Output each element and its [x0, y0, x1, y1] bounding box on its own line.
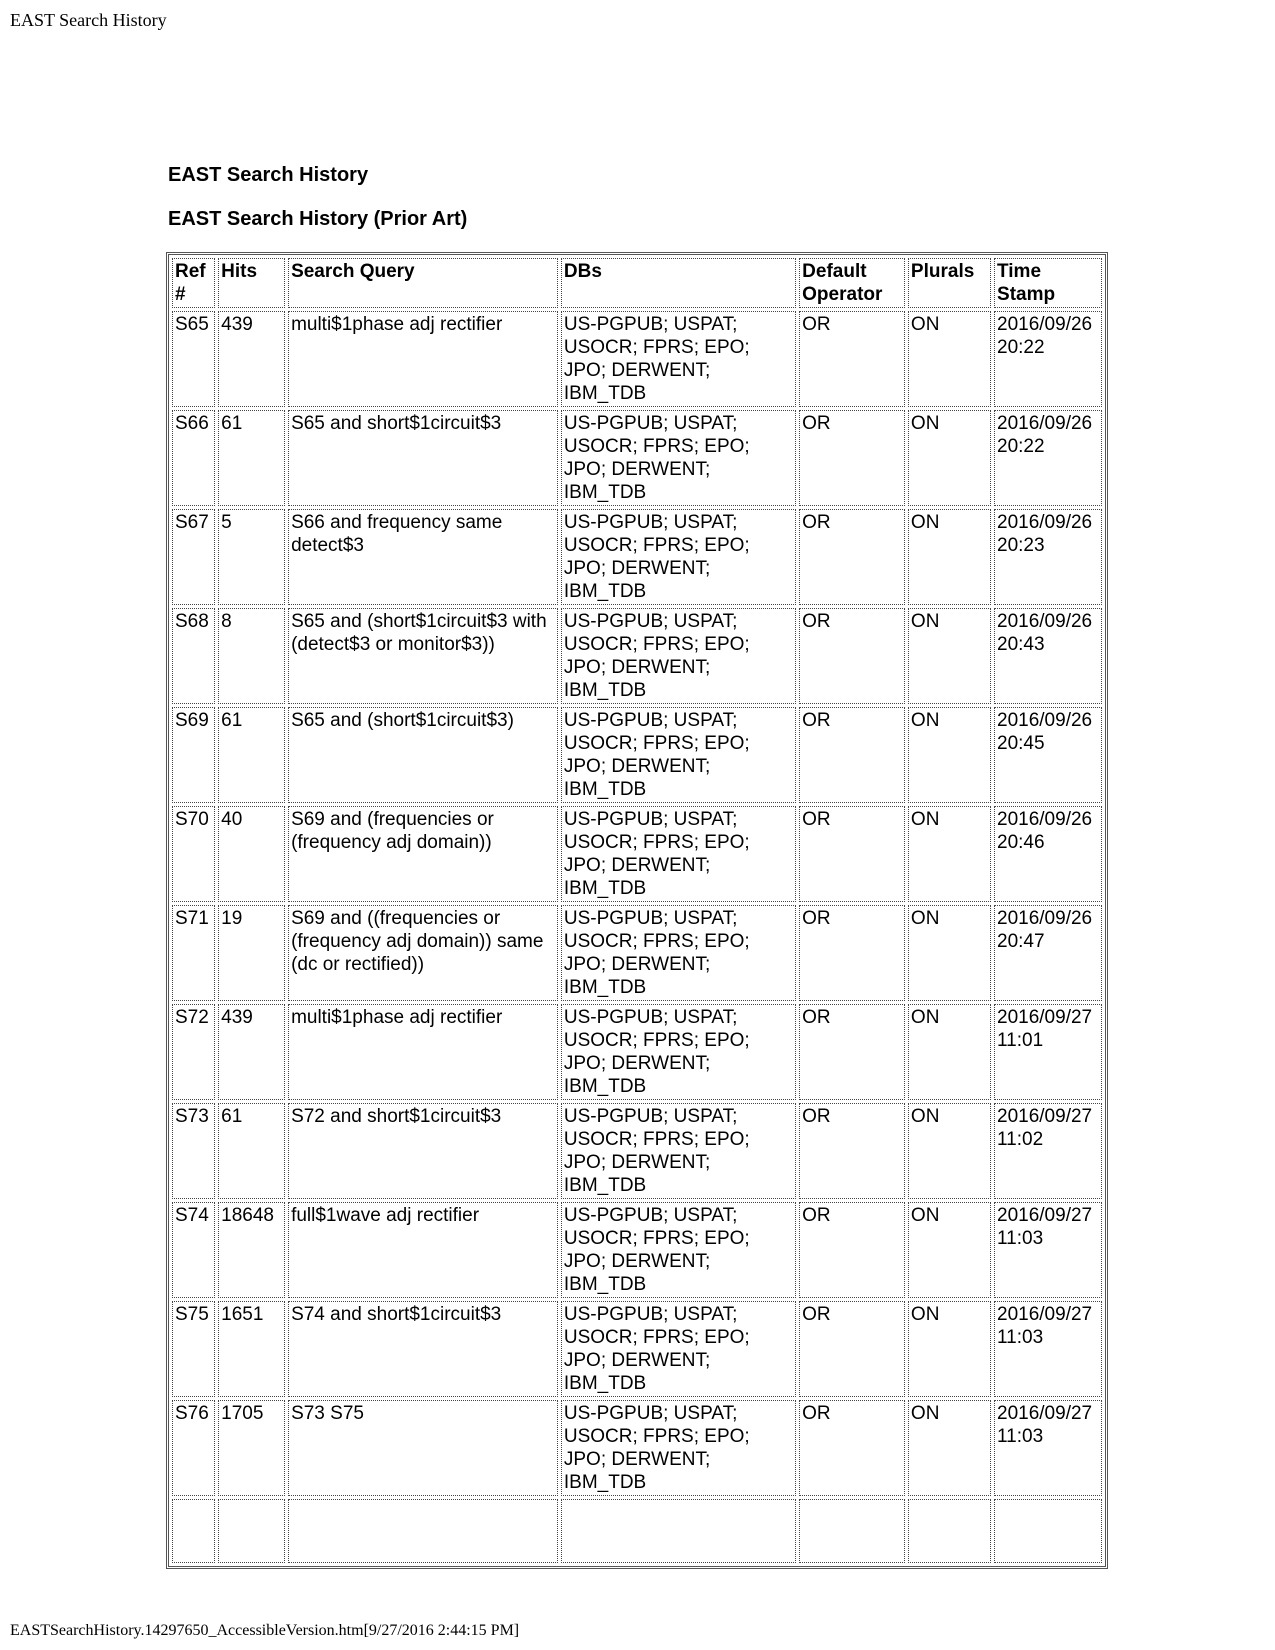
cell-operator: OR	[799, 608, 905, 704]
cell-query: full$1wave adj rectifier	[288, 1202, 558, 1298]
cell-operator: OR	[799, 509, 905, 605]
cell-ref: S65	[172, 311, 215, 407]
cell-operator: OR	[799, 806, 905, 902]
cell-plurals: ON	[908, 707, 991, 803]
cell-query: S66 and frequency same detect$3	[288, 509, 558, 605]
cell-dbs: US-PGPUB; USPAT; USOCR; FPRS; EPO; JPO; DERWENT; IBM_TDB	[561, 608, 796, 704]
cell-timestamp: 2016/09/26 20:43	[994, 608, 1102, 704]
cell-query: S72 and short$1circuit$3	[288, 1103, 558, 1199]
cell-timestamp: 2016/09/27 11:03	[994, 1301, 1102, 1397]
cell-plurals: ON	[908, 311, 991, 407]
cell-operator: OR	[799, 311, 905, 407]
cell-ref: S76	[172, 1400, 215, 1496]
cell-dbs: US-PGPUB; USPAT; USOCR; FPRS; EPO; JPO; DERWENT; IBM_TDB	[561, 905, 796, 1001]
cell-dbs: US-PGPUB; USPAT; USOCR; FPRS; EPO; JPO; DERWENT; IBM_TDB	[561, 1400, 796, 1496]
cell-ref: S66	[172, 410, 215, 506]
cell-operator: OR	[799, 707, 905, 803]
table-row-continuation	[172, 1499, 1102, 1563]
cell-plurals: ON	[908, 509, 991, 605]
cell-plurals: ON	[908, 1400, 991, 1496]
header-row	[172, 258, 1102, 308]
empty-cell	[218, 1499, 285, 1563]
cell-hits: 439	[218, 311, 285, 407]
col-header-dbs: DBs	[561, 258, 796, 308]
table-row	[172, 1202, 1102, 1298]
table-body	[172, 311, 1102, 1563]
cell-query: multi$1phase adj rectifier	[288, 1004, 558, 1100]
cell-plurals: ON	[908, 608, 991, 704]
cell-dbs: US-PGPUB; USPAT; USOCR; FPRS; EPO; JPO; DERWENT; IBM_TDB	[561, 707, 796, 803]
cell-ref: S72	[172, 1004, 215, 1100]
cell-hits: 5	[218, 509, 285, 605]
cell-ref: S70	[172, 806, 215, 902]
cell-operator: OR	[799, 905, 905, 1001]
cell-operator: OR	[799, 1103, 905, 1199]
empty-cell	[288, 1499, 558, 1563]
cell-timestamp: 2016/09/27 11:02	[994, 1103, 1102, 1199]
cell-timestamp: 2016/09/27 11:03	[994, 1400, 1102, 1496]
cell-query: multi$1phase adj rectifier	[288, 311, 558, 407]
cell-timestamp: 2016/09/26 20:22	[994, 311, 1102, 407]
table-row	[172, 311, 1102, 407]
cell-operator: OR	[799, 1202, 905, 1298]
empty-cell	[994, 1499, 1102, 1563]
cell-ref: S69	[172, 707, 215, 803]
cell-operator: OR	[799, 1400, 905, 1496]
cell-query: S69 and (frequencies or (frequency adj domain))	[288, 806, 558, 902]
cell-query: S73 S75	[288, 1400, 558, 1496]
cell-plurals: ON	[908, 1103, 991, 1199]
table-row	[172, 806, 1102, 902]
cell-hits: 19	[218, 905, 285, 1001]
cell-ref: S67	[172, 509, 215, 605]
cell-timestamp: 2016/09/26 20:45	[994, 707, 1102, 803]
table-row	[172, 1301, 1102, 1397]
cell-timestamp: 2016/09/27 11:01	[994, 1004, 1102, 1100]
cell-plurals: ON	[908, 806, 991, 902]
col-header-ref: Ref #	[172, 258, 215, 308]
cell-timestamp: 2016/09/26 20:22	[994, 410, 1102, 506]
cell-plurals: ON	[908, 1202, 991, 1298]
cell-dbs: US-PGPUB; USPAT; USOCR; FPRS; EPO; JPO; DERWENT; IBM_TDB	[561, 1301, 796, 1397]
col-header-hits: Hits	[218, 258, 285, 308]
cell-ref: S71	[172, 905, 215, 1001]
cell-plurals: ON	[908, 1301, 991, 1397]
cell-timestamp: 2016/09/26 20:23	[994, 509, 1102, 605]
cell-hits: 61	[218, 1103, 285, 1199]
cell-dbs: US-PGPUB; USPAT; USOCR; FPRS; EPO; JPO; DERWENT; IBM_TDB	[561, 311, 796, 407]
page-title: EAST Search History	[168, 164, 369, 186]
cell-hits: 1705	[218, 1400, 285, 1496]
cell-plurals: ON	[908, 905, 991, 1001]
cell-dbs: US-PGPUB; USPAT; USOCR; FPRS; EPO; JPO; DERWENT; IBM_TDB	[561, 806, 796, 902]
cell-hits: 1651	[218, 1301, 285, 1397]
cell-timestamp: 2016/09/27 11:03	[994, 1202, 1102, 1298]
cell-hits: 40	[218, 806, 285, 902]
empty-cell	[799, 1499, 905, 1563]
cell-dbs: US-PGPUB; USPAT; USOCR; FPRS; EPO; JPO; DERWENT; IBM_TDB	[561, 509, 796, 605]
empty-cell	[172, 1499, 215, 1563]
table-row	[172, 1400, 1102, 1496]
cell-hits: 18648	[218, 1202, 285, 1298]
page-header: EAST Search History	[10, 10, 167, 30]
cell-dbs: US-PGPUB; USPAT; USOCR; FPRS; EPO; JPO; DERWENT; IBM_TDB	[561, 1202, 796, 1298]
table-row	[172, 608, 1102, 704]
cell-query: S74 and short$1circuit$3	[288, 1301, 558, 1397]
cell-timestamp: 2016/09/26 20:46	[994, 806, 1102, 902]
cell-query: S69 and ((frequencies or (frequency adj domain)) same (dc or rectified))	[288, 905, 558, 1001]
cell-query: S65 and (short$1circuit$3)	[288, 707, 558, 803]
cell-dbs: US-PGPUB; USPAT; USOCR; FPRS; EPO; JPO; DERWENT; IBM_TDB	[561, 410, 796, 506]
col-header-operator: Default Operator	[799, 258, 905, 308]
table-row	[172, 410, 1102, 506]
col-header-timestamp: Time Stamp	[994, 258, 1102, 308]
cell-dbs: US-PGPUB; USPAT; USOCR; FPRS; EPO; JPO; DERWENT; IBM_TDB	[561, 1103, 796, 1199]
cell-ref: S73	[172, 1103, 215, 1199]
cell-hits: 61	[218, 707, 285, 803]
cell-ref: S68	[172, 608, 215, 704]
cell-query: S65 and short$1circuit$3	[288, 410, 558, 506]
cell-query: S65 and (short$1circuit$3 with (detect$3 or monitor$3))	[288, 608, 558, 704]
table-container	[166, 252, 1108, 1582]
col-header-query: Search Query	[288, 258, 558, 308]
cell-ref: S75	[172, 1301, 215, 1397]
cell-dbs: US-PGPUB; USPAT; USOCR; FPRS; EPO; JPO; DERWENT; IBM_TDB	[561, 1004, 796, 1100]
table-row	[172, 509, 1102, 605]
table-row	[172, 707, 1102, 803]
empty-cell	[561, 1499, 796, 1563]
cell-hits: 439	[218, 1004, 285, 1100]
section-title: EAST Search History (Prior Art)	[168, 208, 468, 230]
table-row	[172, 1004, 1102, 1100]
col-header-plurals: Plurals	[908, 258, 991, 308]
table-row	[172, 905, 1102, 1001]
cell-plurals: ON	[908, 410, 991, 506]
cell-timestamp: 2016/09/26 20:47	[994, 905, 1102, 1001]
search-history-table	[166, 252, 1108, 1569]
cell-ref: S74	[172, 1202, 215, 1298]
page-footer: EASTSearchHistory.14297650_AccessibleVersion.htm[9/27/2016 2:44:15 PM]	[10, 1622, 520, 1639]
cell-operator: OR	[799, 1301, 905, 1397]
table-row	[172, 1103, 1102, 1199]
cell-operator: OR	[799, 1004, 905, 1100]
empty-cell	[908, 1499, 991, 1563]
cell-plurals: ON	[908, 1004, 991, 1100]
cell-operator: OR	[799, 410, 905, 506]
cell-hits: 61	[218, 410, 285, 506]
cell-hits: 8	[218, 608, 285, 704]
